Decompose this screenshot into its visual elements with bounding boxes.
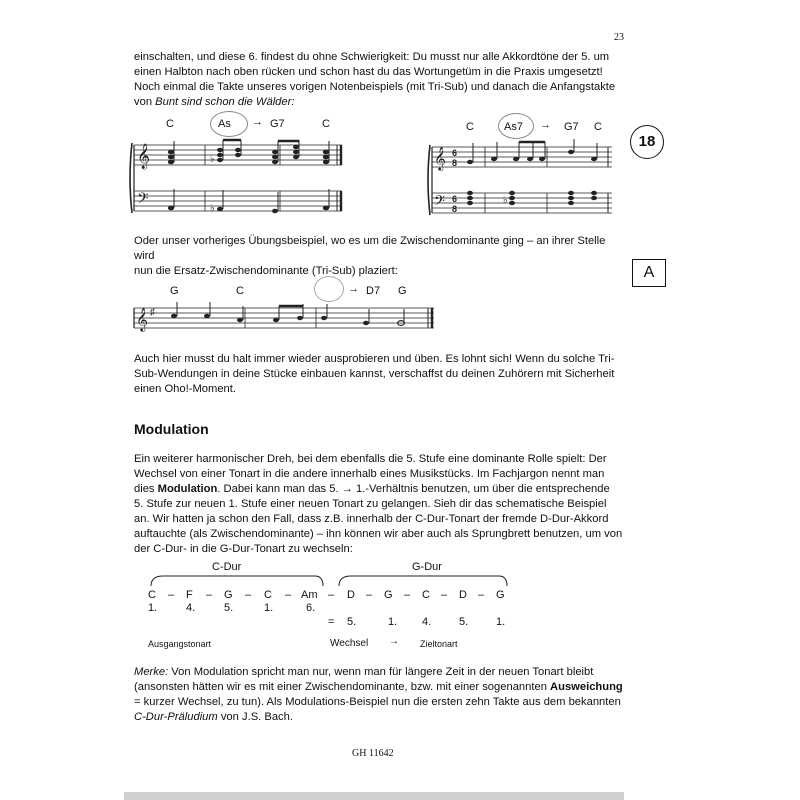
schema-chord: G (384, 589, 393, 601)
svg-text:𝄢: 𝄢 (137, 190, 149, 211)
ex1-chord-c2: C (322, 118, 330, 130)
c-degree: 5. (224, 602, 234, 614)
page-edge (124, 792, 624, 800)
schema-chord: Am (301, 589, 318, 601)
schema-dash: – (478, 589, 485, 601)
mod-l3-pre: dies (134, 483, 158, 495)
c-degree: 1. (264, 602, 274, 614)
para2-line: nun die Ersatz-Zwischendominante (Tri-Sub) plaziert: (134, 265, 398, 277)
ex3-chord-d7: D7 (366, 285, 381, 297)
equals-sign: = (328, 616, 335, 628)
schema-dash: – (245, 589, 252, 601)
page-number: 23 (614, 32, 624, 43)
svg-text:♭: ♭ (210, 203, 215, 214)
footer-code: GH 11642 (352, 748, 394, 759)
ex2-arrow: → (540, 119, 551, 131)
modulation-line: auftauchte (als Zwischendominante) – ihn können wir aber auch als Sprungbrett benutzen, um von (134, 528, 623, 540)
schema-chord: C (264, 589, 272, 601)
schema-chord: D (459, 589, 467, 601)
g-degree: 5. (347, 616, 357, 628)
ex2-chord-as7: As7 (504, 121, 523, 133)
schema-chord: C (422, 589, 430, 601)
para3-line: Sub-Wendungen in deine Stücke einbauen kannst, verschaffst du deinen Zuhörern mit Sicherheit (134, 368, 615, 380)
c-degree: 1. (148, 602, 158, 614)
merke-l2-pre: (ansonsten hätten wir es mit einer Zwischendominante, bzw. mit einer sogenannten (134, 681, 551, 693)
prelude-title: C-Dur-Präludium (134, 711, 218, 723)
g-degree: 1. (496, 616, 506, 628)
svg-text:8: 8 (452, 158, 458, 168)
merke-l1-rest: Von Modulation spricht man nur, wenn man für längere Zeit in der neuen Tonart bleibt (168, 666, 594, 678)
para2-line: Oder unser vorheriges Übungsbeispiel, wo es um die Zwischendominante ging – an ihrer Stelle wird (134, 235, 606, 262)
svg-text:♭: ♭ (210, 154, 215, 165)
g-dur-label: G-Dur (412, 561, 442, 573)
merke-l4-post: von J.S. Bach. (217, 711, 293, 723)
key-brackets (145, 574, 515, 588)
intro-line: Noch einmal die Takte unseres vorigen Notenbeispiels (mit Tri-Sub) und danach die Anfangstakte (134, 81, 616, 93)
ex3-chord-c: C (236, 285, 244, 297)
merke-paragraph (134, 665, 624, 725)
mod-term-bold: Modulation (157, 483, 218, 495)
schema-dash: – (441, 589, 448, 601)
modulation-paragraph (134, 452, 624, 557)
mod-l3-post: . Dabei kann man das 5. → 1.-Verhältnis benutzen, um über die entsprechende (217, 483, 610, 495)
modulation-line: 5. Stufe zur neuen 1. Stufe einer neuen Tonart zu gelangen. Sieh dir das schematische Beispiel (134, 498, 607, 510)
ex3-arrow: → (348, 283, 359, 295)
merke-term-bold: Ausweichung (550, 681, 623, 693)
c-degree: 6. (306, 602, 316, 614)
intro-line: einschalten, und diese 6. findest du ohne Schwierigkeit: Du musst nur alle Akkordtöne der 5. um (134, 51, 610, 63)
svg-text:𝄞: 𝄞 (434, 146, 446, 170)
ex3-chord-g: G (170, 285, 179, 297)
schema-dash: – (285, 589, 292, 601)
schema-dash: – (206, 589, 213, 601)
merke-line (134, 665, 624, 680)
modulation-line: der C-Dur- in die G-Dur-Tonart zu wechseln: (134, 543, 353, 555)
g-degree: 4. (422, 616, 432, 628)
ex3-circle (314, 276, 344, 302)
music-example-2 (426, 137, 616, 217)
merke-line: = kurzer Wechsel, zu tun). Als Modulations-Beispiel nun die ersten zehn Takte aus dem bekannten (134, 696, 621, 708)
svg-text:6: 6 (452, 148, 458, 158)
svg-text:♯: ♯ (150, 307, 155, 318)
change-arrow: → (389, 636, 399, 647)
modulation-line: an. Wir hatten ja schon den Fall, dass z.B. innerhalb der C-Dur-Tonart der fremde D-Dur-Akkord (134, 513, 609, 525)
section-badge: A (632, 259, 666, 287)
ex3-chord-g2: G (398, 285, 407, 297)
schema-dash: – (404, 589, 411, 601)
modulation-line: Wechsel von einer Tonart in die andere innerhalb eines Musikstücks. Im Fachjargon nennt man (134, 468, 605, 480)
schema-chord: G (224, 589, 233, 601)
svg-text:𝄞: 𝄞 (136, 307, 148, 331)
schema-chord: F (186, 589, 193, 601)
intro-line (134, 95, 624, 110)
para3-line: Auch hier musst du halt immer wieder ausprobieren und üben. Es lohnt sich! Wenn du solche Tri- (134, 353, 615, 365)
music-example-3 (128, 300, 438, 340)
ex1-chord-g7: G7 (270, 118, 285, 130)
merke-line (134, 710, 624, 725)
schema-chord: C (148, 589, 156, 601)
song-title: Bunt sind schon die Wälder: (155, 96, 295, 108)
c-dur-label: C-Dur (212, 561, 242, 573)
ex1-arrow: → (252, 116, 263, 128)
ex2-chord-c2: C (594, 121, 602, 133)
svg-text:6: 6 (452, 194, 458, 204)
schema-dash: – (328, 589, 335, 601)
schema-chord: D (347, 589, 355, 601)
intro-prefix: von (134, 96, 156, 108)
ex2-chord-g7: G7 (564, 121, 579, 133)
paragraph-2 (134, 234, 624, 279)
intro-paragraph (134, 50, 624, 110)
g-degree: 5. (459, 616, 469, 628)
change-label: Wechsel (330, 638, 369, 649)
track-number-badge: 18 (630, 125, 664, 159)
start-key-label: Ausgangstonart (148, 639, 212, 649)
c-degree: 4. (186, 602, 196, 614)
g-degree: 1. (388, 616, 398, 628)
ex1-chord-as: As (218, 118, 231, 130)
svg-text:8: 8 (452, 204, 458, 214)
svg-text:𝄞: 𝄞 (137, 144, 151, 169)
target-key-label: Zieltonart (420, 639, 458, 649)
schema-dash: – (168, 589, 175, 601)
para3-line: einen Oho!-Moment. (134, 383, 236, 395)
section-heading-modulation: Modulation (134, 421, 209, 437)
merke-label: Merke: (134, 666, 169, 678)
svg-text:𝄢: 𝄢 (434, 193, 445, 213)
intro-line: einen Halbton nach oben rücken und schon hast du das Wortungetüm in die Praxis umgesetzt! (134, 66, 603, 78)
svg-text:♭: ♭ (503, 195, 508, 206)
ex1-chord-c: C (166, 118, 174, 130)
music-example-1 (128, 135, 348, 217)
modulation-line: Ein weiterer harmonischer Dreh, bei dem ebenfalls die 5. Stufe eine dominante Rolle spielt: Der (134, 453, 607, 465)
modulation-line (134, 482, 624, 497)
paragraph-3 (134, 352, 624, 397)
schema-dash: – (366, 589, 373, 601)
ex2-chord-c: C (466, 121, 474, 133)
merke-line (134, 680, 624, 695)
schema-chord: G (496, 589, 505, 601)
